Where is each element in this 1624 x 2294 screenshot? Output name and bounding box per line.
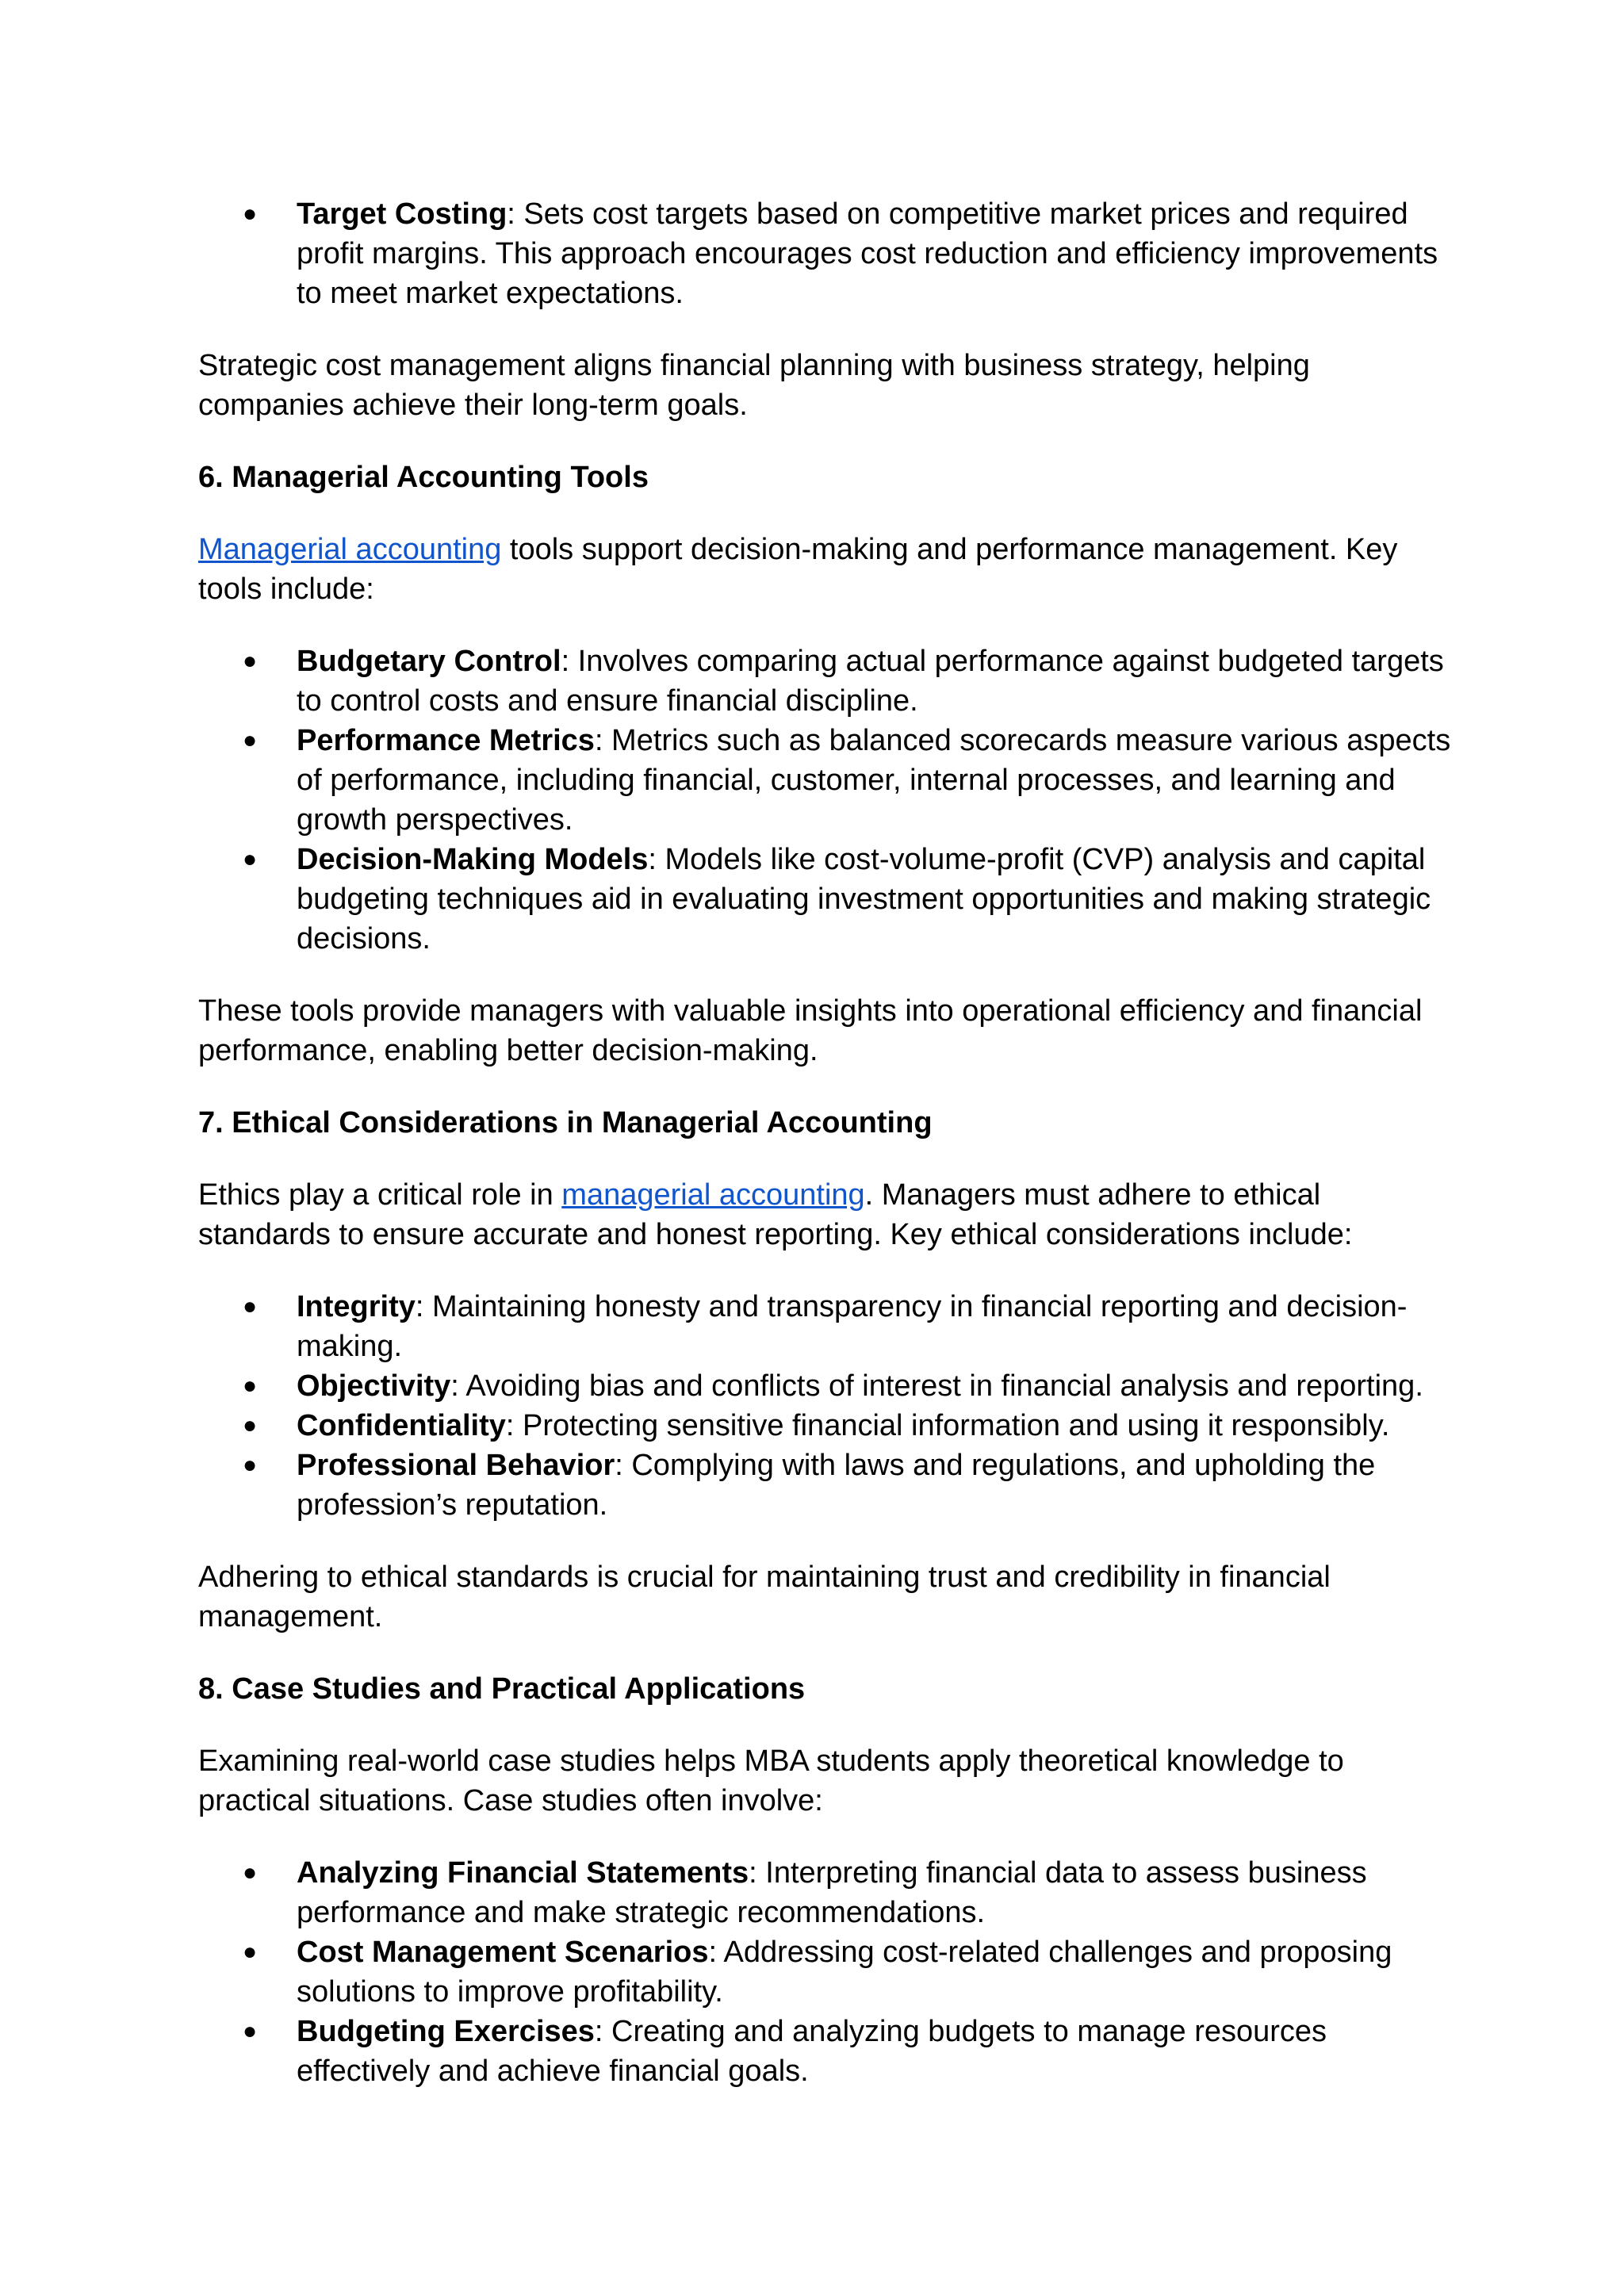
bullet-icon: ●: [243, 1859, 258, 1886]
section-7-intro-after: . Managers must adhere to ethical standards to ensure accurate and honest reporting. Key ethical considerations include:: [198, 1178, 1353, 1251]
list-item: [198, 2012, 1451, 2091]
list-item-desc: : Interpreting financial data to assess business performance and make strategic recommendations.: [297, 1856, 1367, 1929]
list-item: [198, 1287, 1451, 1366]
list-item-desc: : Maintaining honesty and transparency in financial reporting and decision-making.: [297, 1290, 1408, 1363]
list-item-term: Budgeting Exercises: [297, 2015, 595, 2048]
bullet-icon: ●: [243, 1373, 258, 1399]
list-item-desc: : Models like cost-volume-profit (CVP) analysis and capital budgeting techniques aid in evaluating investment opportunities and making strategic decisions.: [297, 843, 1431, 956]
list-item-term: Integrity: [297, 1290, 416, 1323]
section-6-intro: [198, 530, 1451, 609]
list-item-desc: : Involves comparing actual performance against budgeted targets to control costs and ensure financial discipline.: [297, 645, 1444, 718]
section-6-intro-text: tools support decision-making and performance management. Key tools include:: [198, 533, 1398, 606]
bullet-icon: ●: [243, 1452, 258, 1478]
list-item: [198, 1406, 1451, 1446]
list-item: [198, 721, 1451, 840]
bullet-icon: ●: [243, 727, 258, 753]
list-item: [198, 194, 1451, 313]
list-item-desc: : Addressing cost-related challenges and proposing solutions to improve profitability.: [297, 1936, 1392, 2009]
list-item: [198, 1366, 1451, 1406]
section-7-summary: Adhering to ethical standards is crucial for maintaining trust and credibility in financial management.: [198, 1561, 1331, 1633]
section-7-heading: 7. Ethical Considerations in Managerial Accounting: [198, 1106, 933, 1139]
list-item-term: Professional Behavior: [297, 1449, 615, 1482]
managerial-accounting-link[interactable]: Managerial accounting: [198, 533, 502, 566]
bullet-icon: ●: [243, 1939, 258, 1965]
list-item: [198, 1853, 1451, 1932]
list-item-desc: : Complying with laws and regulations, and upholding the profession’s reputation.: [297, 1449, 1376, 1522]
document-page: [198, 194, 1451, 2124]
list-item-term: Target Costing: [297, 197, 508, 231]
list-item-term: Confidentiality: [297, 1409, 506, 1442]
list-item-term: Analyzing Financial Statements: [297, 1856, 749, 1890]
section-8-heading: 8. Case Studies and Practical Applications: [198, 1672, 806, 1706]
bullet-icon: ●: [243, 2018, 258, 2044]
list-item-desc: : Avoiding bias and conflicts of interest in financial analysis and reporting.: [450, 1369, 1423, 1403]
section-6-heading: 6. Managerial Accounting Tools: [198, 461, 649, 494]
section-6-list: [198, 641, 1451, 959]
bullet-icon: ●: [243, 1293, 258, 1319]
intro-summary: Strategic cost management aligns financial planning with business strategy, helping companies achieve their long-term goals.: [198, 349, 1310, 422]
section-8-list: [198, 1853, 1451, 2091]
bullet-icon: ●: [243, 846, 258, 872]
list-item-term: Cost Management Scenarios: [297, 1936, 709, 1969]
list-item: [198, 840, 1451, 959]
bullet-icon: ●: [243, 1412, 258, 1438]
section-8-intro: Examining real-world case studies helps MBA students apply theoretical knowledge to practical situations. Case studies often involve:: [198, 1744, 1344, 1817]
list-item-desc: : Creating and analyzing budgets to manage resources effectively and achieve financial goals.: [297, 2015, 1327, 2088]
list-item: [198, 641, 1451, 721]
section-6-summary: These tools provide managers with valuable insights into operational efficiency and financial performance, enabling better decision-making.: [198, 994, 1423, 1067]
list-item: [198, 1932, 1451, 2012]
bullet-icon: ●: [243, 648, 258, 674]
list-item-desc: : Metrics such as balanced scorecards measure various aspects of performance, including financial, customer, internal processes, and learning and growth perspectives.: [297, 724, 1451, 837]
list-item-desc: : Protecting sensitive financial information and using it responsibly.: [505, 1409, 1390, 1442]
list-item-term: Objectivity: [297, 1369, 451, 1403]
list-item-desc: : Sets cost targets based on competitive market prices and required profit margins. This approach encourages cost reduction and efficiency improvements to meet market expectations.: [297, 197, 1438, 310]
list-item-term: Budgetary Control: [297, 645, 561, 678]
section-7-list: [198, 1287, 1451, 1525]
bullet-icon: ●: [243, 201, 258, 227]
list-item-term: Decision-Making Models: [297, 843, 649, 876]
section-7-intro-before: Ethics play a critical role in: [198, 1178, 562, 1212]
list-item: [198, 1446, 1451, 1525]
managerial-accounting-link[interactable]: managerial accounting: [561, 1178, 865, 1212]
intro-list: [198, 194, 1451, 313]
list-item-term: Performance Metrics: [297, 724, 595, 757]
section-7-intro: [198, 1175, 1451, 1254]
